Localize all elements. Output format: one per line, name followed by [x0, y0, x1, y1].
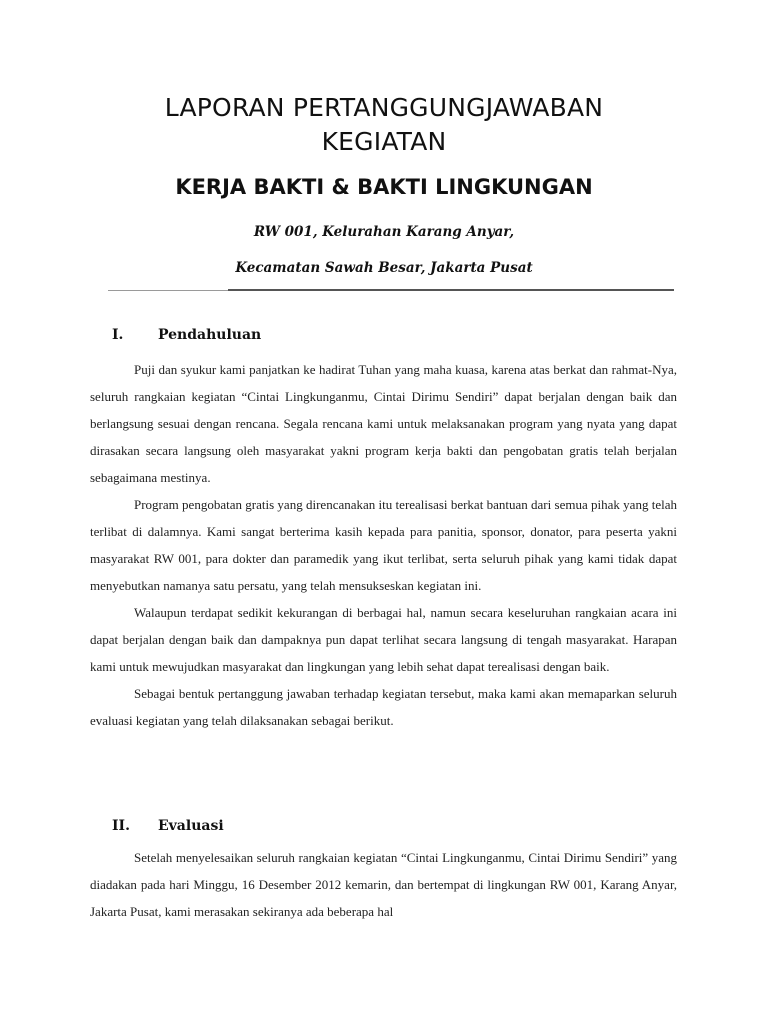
- paragraph: Walaupun terdapat sedikit kekurangan di berbagai hal, namun secara keseluruhan rangkaian acara ini dapat berjalan dengan baik dan dampaknya pun dapat terlihat secara langsung di tengah masyarakat. Harapan kami untuk mewujudkan masyarakat dan lingkungan yang lebih sehat dapat terealisasi dengan baik.: [90, 605, 677, 674]
- section-heading-pendahuluan: [112, 326, 261, 344]
- paragraph: Program pengobatan gratis yang direncanakan itu terealisasi berkat bantuan dari semua pihak yang telah terlibat di dalamnya. Kami sangat berterima kasih kepada para panitia, sponsor, donator, para peserta yakni masyarakat RW 001, para dokter dan paramedik yang ikut terlibat, serta seluruh pihak yang kami tidak dapat menyebutkan namanya satu persatu, yang telah mensukseskan kegiatan ini.: [90, 497, 677, 593]
- paragraph: Puji dan syukur kami panjatkan ke hadirat Tuhan yang maha kuasa, karena atas berkat dan rahmat-Nya, seluruh rangkaian kegiatan “Cintai Lingkunganmu, Cintai Dirimu Sendiri” dapat berjalan dengan baik dan berlangsung sesuai dengan rencana. Segala rencana kami untuk melaksanakan program yang nyata yang dapat dirasakan secara langsung oleh masyarakat yakni program kerja bakti dan pengobatan gratis telah berjalan sebagaimana mestinya.: [90, 362, 677, 485]
- report-title-line-2: KEGIATAN: [321, 127, 447, 156]
- section-body-pendahuluan: [90, 356, 677, 734]
- section-title: Pendahuluan: [158, 327, 262, 343]
- header-divider-thin: [108, 290, 228, 291]
- section-number: I.: [112, 327, 124, 343]
- address-line-1: RW 001, Kelurahan Karang Anyar,: [253, 224, 515, 240]
- paragraph: Setelah menyelesaikan seluruh rangkaian kegiatan “Cintai Lingkunganmu, Cintai Dirimu Sendiri” yang diadakan pada hari Minggu, 16 Desember 2012 kemarin, dan bertempat di lingkungan RW 001, Karang Anyar, Jakarta Pusat, kami merasakan sekiranya ada beberapa hal: [90, 850, 677, 919]
- paragraph: Sebagai bentuk pertanggung jawaban terhadap kegiatan tersebut, maka kami akan memaparkan seluruh evaluasi kegiatan yang telah dilaksanakan sebagai berikut.: [90, 686, 677, 728]
- section-body-evaluasi: [90, 844, 677, 925]
- address-line-2: Kecamatan Sawah Besar, Jakarta Pusat: [235, 260, 533, 276]
- report-title-line-1: LAPORAN PERTANGGUNGJAWABAN: [164, 93, 604, 122]
- report-subtitle: KERJA BAKTI & BAKTI LINGKUNGAN: [175, 175, 593, 199]
- section-number: II.: [112, 818, 130, 834]
- section-title: Evaluasi: [158, 818, 224, 834]
- header-divider: [228, 289, 674, 291]
- section-heading-evaluasi: [112, 817, 224, 835]
